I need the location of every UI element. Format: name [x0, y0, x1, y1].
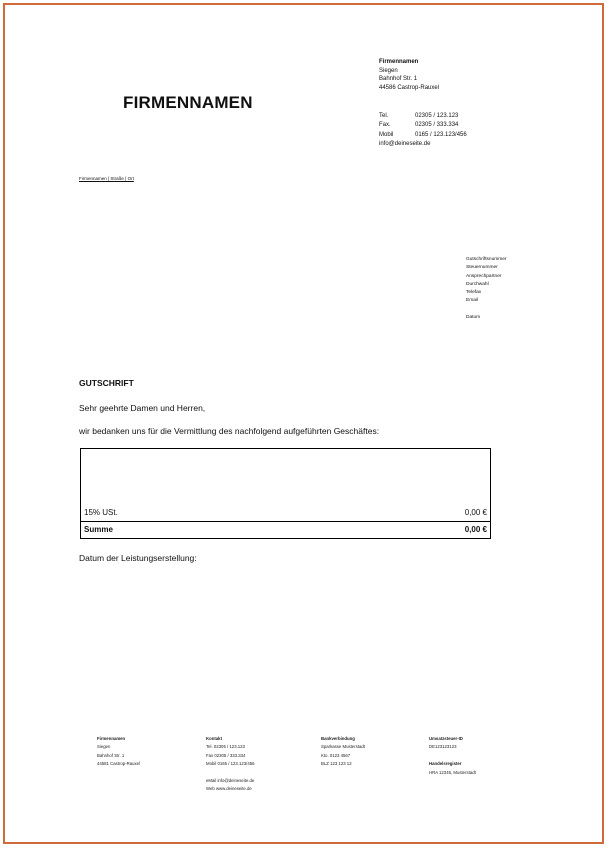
footer-line: Mobil 0165 / 123.123/456	[206, 761, 255, 767]
footer-tax	[429, 735, 476, 777]
table-divider	[81, 521, 490, 522]
contact-label: Fax.	[379, 122, 391, 129]
footer-line: DE123123123	[429, 744, 457, 750]
document-page	[3, 3, 604, 844]
return-address-line: Firmennamen | Straße | Ort	[79, 176, 134, 181]
sender-city: 44586 Castrop-Rauxel	[379, 84, 440, 91]
footer-contact	[206, 735, 255, 794]
footer-line	[429, 752, 476, 760]
footer-line: Umsatzsteuer-ID	[429, 736, 463, 741]
document-title: GUTSCHRIFT	[79, 378, 134, 388]
footer-line: Sparkasse Musterstadt	[321, 744, 365, 750]
footer-line: Tel. 02305 / 123.123	[206, 744, 245, 750]
footer-line: Firmennamen	[97, 736, 126, 741]
info-line: Ansprechpartner	[466, 273, 502, 279]
footer-line: BLZ 123 123 12	[321, 761, 352, 767]
info-line: Durchwahl	[466, 281, 489, 287]
contact-value: 02305 / 333.334	[415, 122, 459, 129]
info-line: Steuernummer	[466, 265, 498, 271]
tax-label: 15% USt.	[84, 508, 118, 517]
footer-line	[206, 769, 255, 777]
sum-row	[84, 525, 487, 534]
footer-line: 44581 Castrop-Rauxel	[97, 761, 140, 767]
service-date-label: Datum der Leistungserstellung:	[79, 553, 197, 563]
footer-line: Fax 02305 / 333.334	[206, 752, 246, 758]
info-line: Email	[466, 298, 478, 304]
footer-line: Siegen	[97, 744, 111, 750]
info-line: Gutschriftsnummer	[466, 257, 507, 262]
footer-bank	[321, 735, 365, 769]
sum-label: Summe	[84, 525, 113, 534]
info-line	[466, 306, 507, 314]
greeting: Sehr geehrte Damen und Herren,	[79, 403, 206, 413]
footer-line: eMail info@deineseite.de	[206, 778, 255, 784]
contact-email: info@deineseite.de	[379, 140, 431, 147]
sender-name: Firmennamen	[379, 59, 419, 65]
info-line: Telefax	[466, 290, 482, 296]
company-name: FIRMENNAMEN	[123, 93, 253, 112]
contact-label: Tel.	[379, 113, 389, 119]
sender-contact	[379, 112, 467, 149]
sender-line2: Siegen	[379, 67, 398, 74]
footer-line: Handelsregister	[429, 761, 462, 767]
footer-line: Bahnhof Str. 1	[97, 752, 125, 758]
footer-line: Kto. 0123 4567	[321, 752, 351, 758]
sender-address	[379, 58, 439, 92]
sum-value: 0,00 €	[464, 525, 487, 534]
tax-value: 0,00 €	[464, 508, 487, 517]
info-block	[466, 256, 507, 322]
contact-label: Mobil	[379, 131, 394, 138]
items-table	[80, 448, 491, 539]
contact-value: 02305 / 123.123	[415, 113, 459, 119]
footer-line: Bankverbindung	[321, 736, 355, 741]
tax-row	[84, 508, 487, 517]
contact-row	[379, 131, 467, 140]
contact-row	[379, 112, 467, 121]
contact-value: 0165 / 123.123/456	[415, 131, 467, 138]
sender-street: Bahnhof Str. 1	[379, 76, 418, 82]
footer-company	[97, 735, 140, 769]
footer-line: Kontakt	[206, 736, 222, 741]
contact-row	[379, 121, 467, 130]
intro-text: wir bedanken uns für die Vermittlung des nachfolgend aufgeführten Geschäftes:	[79, 426, 380, 436]
footer-line: HRA 12345, Musterstadt	[429, 769, 476, 775]
info-line: Datum	[466, 315, 481, 321]
footer-line: Web www.deineseite.de	[206, 786, 252, 792]
